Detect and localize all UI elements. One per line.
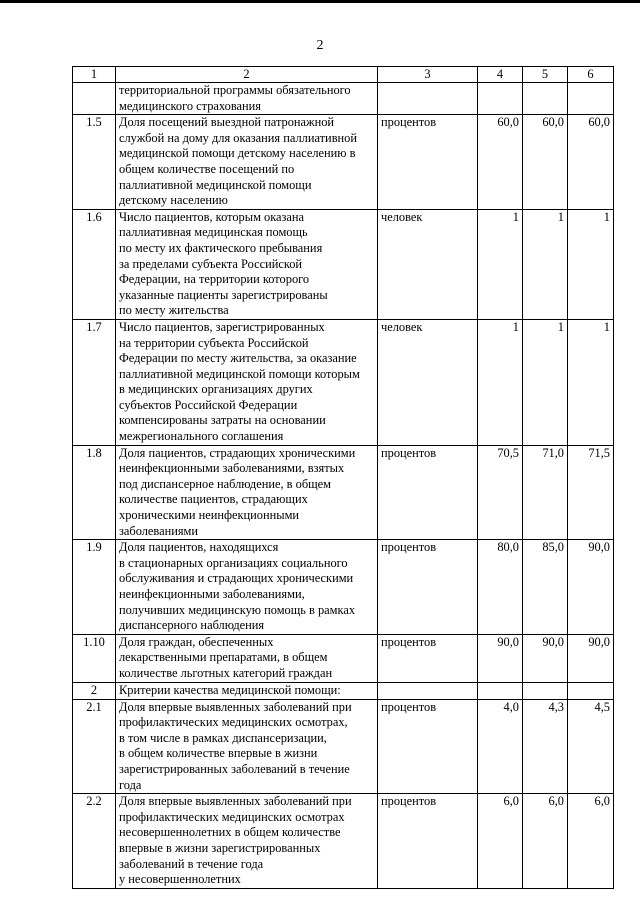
value-year-2: 85,0 — [523, 540, 568, 635]
table-row — [73, 115, 614, 210]
value-year-3 — [568, 682, 614, 699]
table-row — [73, 319, 614, 445]
indicator-name: Доля посещений выездной патронажной службой на дому для оказания паллиативной медицинской помощи детскому населению в общем количестве посещений по паллиативной медицинской помощи детскому населению — [116, 115, 378, 210]
value-year-2: 90,0 — [523, 634, 568, 682]
value-year-1: 60,0 — [478, 115, 523, 210]
table-row — [73, 794, 614, 889]
value-year-3: 1 — [568, 209, 614, 319]
row-number: 1.7 — [73, 319, 116, 445]
value-year-1: 1 — [478, 209, 523, 319]
unit-of-measure: процентов — [378, 699, 478, 794]
value-year-1: 80,0 — [478, 540, 523, 635]
indicator-name: территориальной программы обязательного медицинского страхования — [116, 83, 378, 115]
value-year-2: 71,0 — [523, 445, 568, 540]
unit-of-measure: процентов — [378, 115, 478, 210]
value-year-2: 60,0 — [523, 115, 568, 210]
row-number: 2 — [73, 682, 116, 699]
value-year-1: 70,5 — [478, 445, 523, 540]
value-year-3: 4,5 — [568, 699, 614, 794]
unit-of-measure — [378, 682, 478, 699]
value-year-2: 1 — [523, 209, 568, 319]
criteria-table-body — [73, 67, 614, 889]
unit-of-measure: процентов — [378, 634, 478, 682]
row-number: 1.9 — [73, 540, 116, 635]
value-year-1: 4,0 — [478, 699, 523, 794]
unit-of-measure — [378, 83, 478, 115]
value-year-1 — [478, 83, 523, 115]
unit-of-measure: человек — [378, 209, 478, 319]
indicator-name: Доля пациентов, находящихся в стационарных организациях социального обслуживания и страдающих хроническими неинфекционными заболеваниями, получивших медицинскую помощь в рамках диспансерного наблюдения — [116, 540, 378, 635]
table-row — [73, 634, 614, 682]
row-number: 1.10 — [73, 634, 116, 682]
value-year-1: 90,0 — [478, 634, 523, 682]
indicator-name: Критерии качества медицинской помощи: — [116, 682, 378, 699]
value-year-2: 1 — [523, 319, 568, 445]
scan-top-edge — [0, 0, 640, 3]
value-year-3: 6,0 — [568, 794, 614, 889]
header-col-5: 5 — [523, 67, 568, 83]
indicator-name: Доля граждан, обеспеченных лекарственными препаратами, в общем количестве льготных категорий граждан — [116, 634, 378, 682]
value-year-3 — [568, 83, 614, 115]
row-number: 1.5 — [73, 115, 116, 210]
value-year-3: 1 — [568, 319, 614, 445]
value-year-1: 1 — [478, 319, 523, 445]
header-col-6: 6 — [568, 67, 614, 83]
table-row — [73, 540, 614, 635]
criteria-table — [72, 66, 614, 889]
header-col-3: 3 — [378, 67, 478, 83]
row-number: 1.6 — [73, 209, 116, 319]
value-year-2: 4,3 — [523, 699, 568, 794]
indicator-name: Число пациентов, зарегистрированных на территории субъекта Российской Федерации по месту жительства, за оказание паллиативной медицинской помощи которым в медицинских организациях других субъектов Российской Федерации компенсированы затраты на основании межрегионального соглашения — [116, 319, 378, 445]
value-year-1: 6,0 — [478, 794, 523, 889]
header-col-4: 4 — [478, 67, 523, 83]
unit-of-measure: процентов — [378, 794, 478, 889]
value-year-2 — [523, 83, 568, 115]
value-year-2: 6,0 — [523, 794, 568, 889]
table-row — [73, 209, 614, 319]
page-number: 2 — [316, 38, 324, 53]
indicator-name: Доля пациентов, страдающих хроническими неинфекционными заболеваниями, взятых под диспансерное наблюдение, в общем количестве пациентов, страдающих хроническими неинфекционными заболеваниями — [116, 445, 378, 540]
table-row — [73, 699, 614, 794]
row-number: 1.8 — [73, 445, 116, 540]
value-year-2 — [523, 682, 568, 699]
value-year-1 — [478, 682, 523, 699]
header-col-1: 1 — [73, 67, 116, 83]
section-row — [73, 682, 614, 699]
indicator-name: Число пациентов, которым оказана паллиативная медицинская помощь по месту их фактического пребывания за пределами субъекта Российской Федерации, на территории которого указанные пациенты зарегистрированы по месту жительства — [116, 209, 378, 319]
row-number: 2.1 — [73, 699, 116, 794]
value-year-3: 60,0 — [568, 115, 614, 210]
indicator-name: Доля впервые выявленных заболеваний при профилактических медицинских осмотрах, в том числе в рамках диспансеризации, в общем количестве впервые в жизни зарегистрированных заболеваний в течение года — [116, 699, 378, 794]
table-header-row — [73, 67, 614, 83]
table-row — [73, 83, 614, 115]
indicator-name: Доля впервые выявленных заболеваний при профилактических медицинских осмотрах несовершеннолетних в общем количестве впервые в жизни зарегистрированных заболеваний в течение года у несовершеннолетних — [116, 794, 378, 889]
row-number: 2.2 — [73, 794, 116, 889]
unit-of-measure: человек — [378, 319, 478, 445]
unit-of-measure: процентов — [378, 445, 478, 540]
unit-of-measure: процентов — [378, 540, 478, 635]
header-col-2: 2 — [116, 67, 378, 83]
value-year-3: 90,0 — [568, 634, 614, 682]
row-number — [73, 83, 116, 115]
value-year-3: 90,0 — [568, 540, 614, 635]
table-row — [73, 445, 614, 540]
value-year-3: 71,5 — [568, 445, 614, 540]
